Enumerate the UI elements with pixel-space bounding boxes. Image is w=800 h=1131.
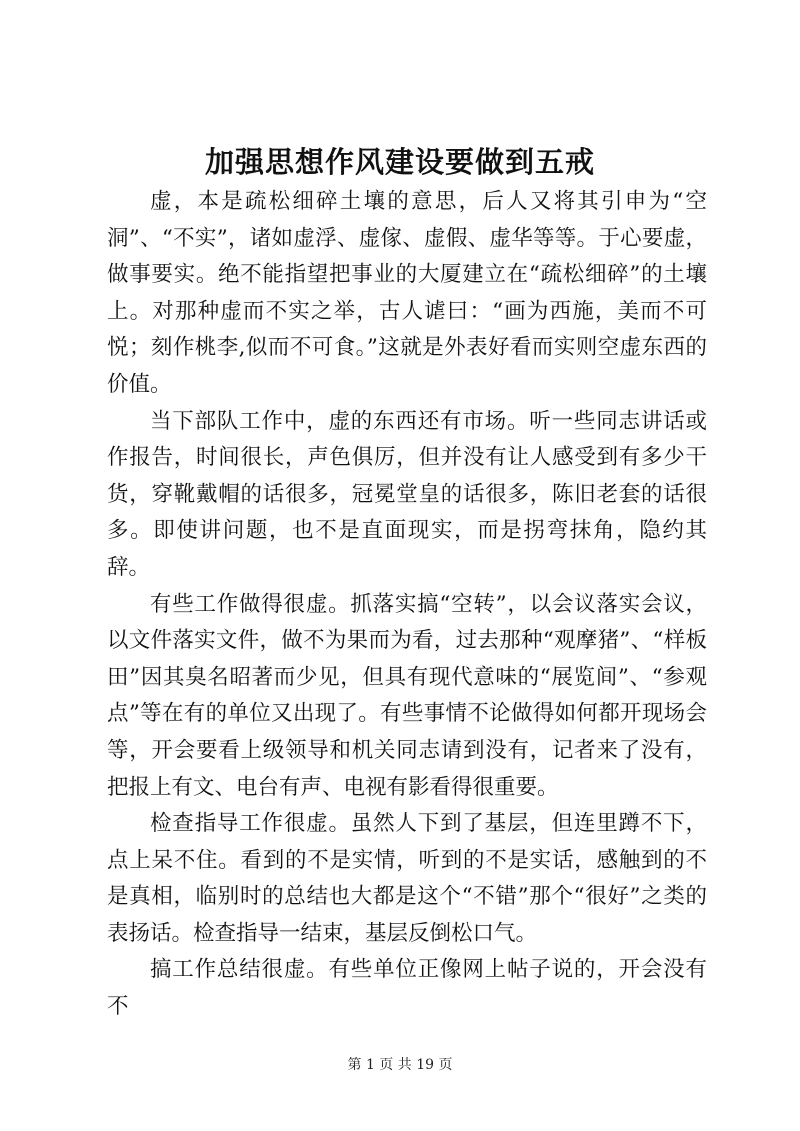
paragraph: 有些工作做得很虚。抓落实搞“空转”，以会议落实会议，以文件落实文件，做不为果而为看，过去那种“观摩猪”、“样板田”因其臭名昭著而少见，但具有现代意味的“展览间”、“参观点”等在有的单位又出现了。有些事情不论做得如何都开现场会等，开会要看上级领导和机关同志请到没有，记者来了没有，把报上有文、电台有声、电视有影看得很重要。 <box>107 591 707 800</box>
document-title: 加强思想作风建设要做到五戒 <box>204 145 595 179</box>
paragraph: 检查指导工作很虚。虽然人下到了基层，但连里蹲不下，点上呆不住。看到的不是实情，听到的不是实话，感触到的不是真相，临别时的总结也大都是这个“不错”那个“很好”之类的表扬话。检查指导一结束，基层反倒松口气。 <box>107 811 707 946</box>
document-body <box>107 184 707 1026</box>
paragraph: 虚，本是疏松细碎土壤的意思，后人又将其引申为“空洞”、“不实”，诸如虚浮、虚傢、虚假、虚华等等。于心要虚，做事要实。绝不能指望把事业的大厦建立在“疏松细碎”的土壤上。对那种虚而不实之举，古人谑曰：“画为西施，美而不可悦；刻作桃李,似而不可食。”这就是外表好看而实则空虚东西的价值。 <box>107 189 707 397</box>
paragraph: 当下部队工作中，虚的东西还有市场。听一些同志讲话或作报告，时间很长，声色俱厉，但并没有让人感受到有多少干货，穿靴戴帽的话很多，冠冕堂皇的话很多，陈旧老套的话很多。即使讲问题，也不是直面现实，而是拐弯抹角，隐约其辞。 <box>107 408 707 580</box>
page-number-footer: 第 1 页 共 19 页 <box>347 1057 453 1073</box>
paragraph: 搞工作总结很虚。有些单位正像网上帖子说的，开会没有不 <box>107 957 707 1020</box>
